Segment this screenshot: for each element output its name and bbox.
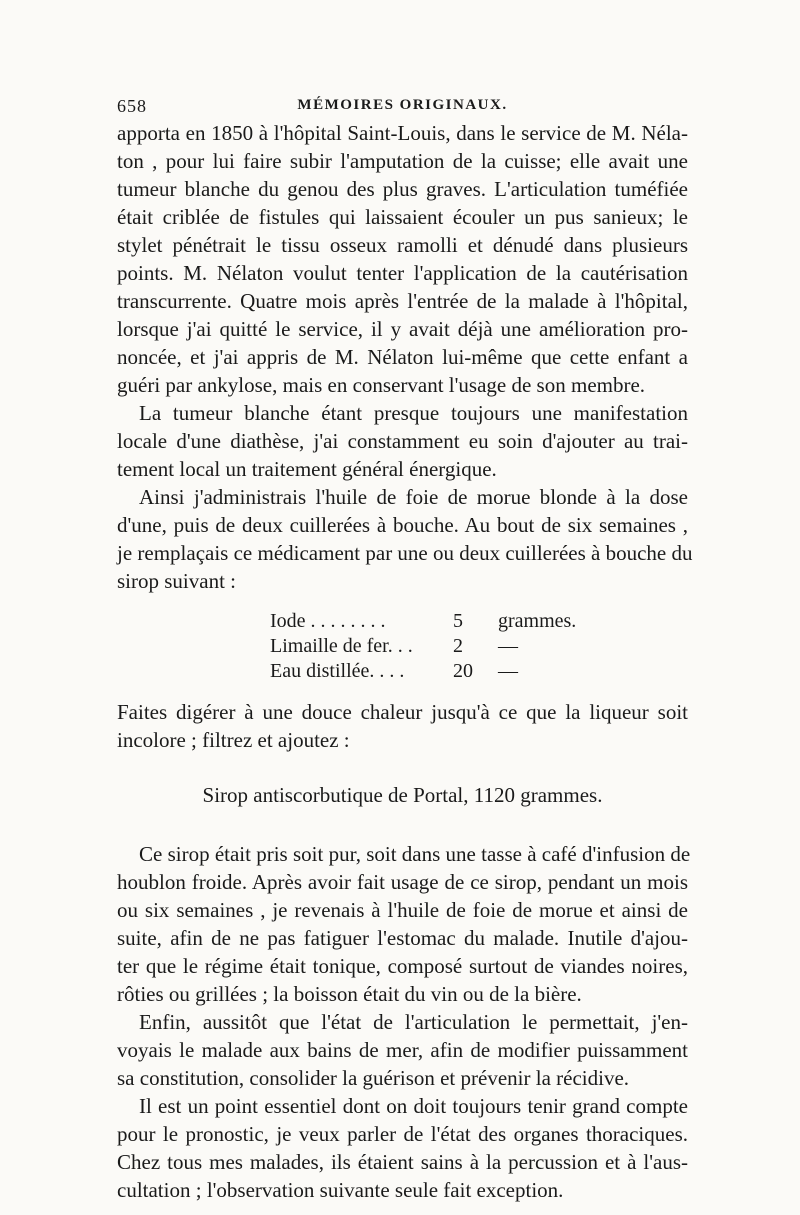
text-line: pour le pronostic, je veux parler de l'état des organes thoraciques.: [117, 1122, 688, 1146]
paragraph-6: [117, 1008, 688, 1092]
recipe-unit: —: [498, 660, 518, 682]
syrup-line: Sirop antiscorbutique de Portal, 1120 grammes.: [202, 783, 603, 807]
text-line: Ainsi j'administrais l'huile de foie de morue blonde à la dose: [139, 485, 688, 509]
text-line: Faites digérer à une douce chaleur jusqu'à ce que la liqueur soit: [117, 700, 688, 724]
recipe-row: [270, 659, 570, 684]
text-line: stylet pénétrait le tissu osseux ramolli et dénudé dans plusieurs: [117, 233, 688, 257]
paragraph-4: [117, 698, 688, 754]
body-text: [117, 119, 693, 1204]
running-head: MÉMOIRES ORIGINAUX.: [297, 97, 508, 113]
text-line: houblon froide. Après avoir fait usage de ce sirop, pendant un mois: [117, 870, 688, 894]
paragraph-3: [117, 483, 693, 595]
text-line: ter que le régime était tonique, composé surtout de viandes noires,: [117, 954, 688, 978]
text-line: locale d'une diathèse, j'ai constamment eu soin d'ajouter au trai-: [117, 429, 688, 453]
recipe-quantity: 5: [453, 610, 463, 632]
recipe-quantity: 2: [453, 635, 463, 657]
recipe-ingredient: Iode . . . . . . . .: [270, 610, 386, 632]
recipe-unit: grammes.: [498, 610, 577, 632]
text-line: incolore ; filtrez et ajoutez :: [117, 728, 350, 752]
page-number: 658: [117, 96, 147, 116]
paragraph-1: [117, 119, 688, 399]
recipe-unit: —: [498, 635, 518, 657]
text-line: Il est un point essentiel dont on doit toujours tenir grand compte: [139, 1094, 688, 1118]
recipe-ingredient: Eau distillée. . . .: [270, 660, 405, 682]
text-line: transcurrente. Quatre mois après l'entrée de la malade à l'hôpital,: [117, 289, 688, 313]
text-line: Ce sirop était pris soit pur, soit dans une tasse à café d'infusion de: [139, 842, 691, 866]
paragraph-7: [117, 1092, 688, 1204]
text-line: suite, afin de ne pas fatiguer l'estomac du malade. Inutile d'ajou-: [117, 926, 688, 950]
text-line: lorsque j'ai quitté le service, il y avait déjà une amélioration pro-: [117, 317, 688, 341]
text-line: rôties ou grillées ; la boisson était du vin ou de la bière.: [117, 982, 582, 1006]
text-line: ton , pour lui faire subir l'amputation de la cuisse; elle avait une: [117, 149, 688, 173]
recipe-quantity: 20: [453, 660, 473, 682]
text-line: points. M. Nélaton voulut tenter l'application de la cautérisation: [117, 261, 688, 285]
text-line: apporta en 1850 à l'hôpital Saint-Louis, dans le service de M. Néla-: [117, 121, 688, 145]
text-line: tement local un traitement général énergique.: [117, 457, 497, 481]
paragraph-2: [117, 399, 688, 483]
text-line: guéri par ankylose, mais en conservant l'usage de son membre.: [117, 373, 646, 397]
paragraph-5: [117, 840, 691, 1008]
recipe-row: [270, 634, 570, 659]
recipe-table: [270, 609, 577, 684]
text-line: d'une, puis de deux cuillerées à bouche. Au bout de six semaines ,: [117, 513, 688, 537]
text-line: tumeur blanche du genou des plus graves. L'articulation tuméfiée: [117, 177, 688, 201]
text-line: voyais le malade aux bains de mer, afin de modifier puissamment: [117, 1038, 688, 1062]
text-line: Enfin, aussitôt que l'état de l'articulation le permettait, j'en-: [139, 1010, 688, 1034]
text-line: La tumeur blanche étant presque toujours une manifestation: [139, 401, 688, 425]
text-line: Chez tous mes malades, ils étaient sains à la percussion et à l'aus-: [117, 1150, 688, 1174]
text-line: noncée, et j'ai appris de M. Nélaton lui-même que cette enfant a: [117, 345, 688, 369]
text-line: ou six semaines , je revenais à l'huile de foie de morue et ainsi de: [117, 898, 688, 922]
text-line: cultation ; l'observation suivante seule fait exception.: [117, 1178, 564, 1202]
text-line: je remplaçais ce médicament par une ou deux cuillerées à bouche du: [117, 541, 693, 565]
text-line: était criblée de fistules qui laissaient écouler un pus sanieux; le: [117, 205, 688, 229]
text-line: sa constitution, consolider la guérison et prévenir la récidive.: [117, 1066, 630, 1090]
recipe-ingredient: Limaille de fer. . .: [270, 635, 413, 657]
text-line: sirop suivant :: [117, 569, 236, 593]
recipe-row: [270, 609, 577, 634]
